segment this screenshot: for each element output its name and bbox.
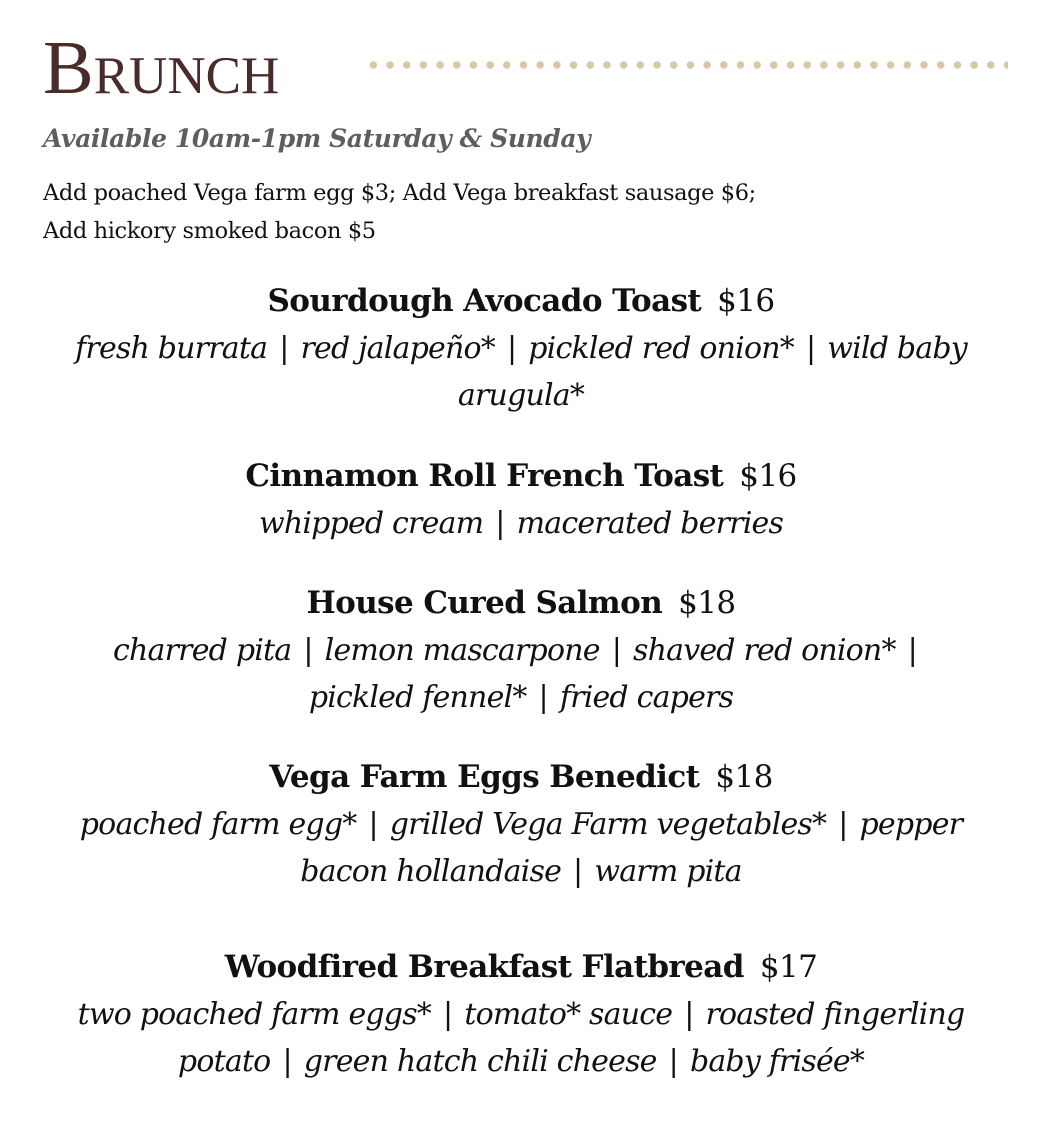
ingredient: bacon hollandaise: [300, 854, 562, 889]
ingredient: green hatch chili cheese: [303, 1044, 657, 1079]
menu-item-house-cured-salmon: [40, 579, 1002, 721]
menu-item-name: Sourdough Avocado Toast: [267, 283, 702, 319]
menu-item-sourdough-avocado-toast: [40, 277, 1002, 419]
separator: |: [443, 997, 453, 1032]
separator: |: [611, 633, 621, 668]
ingredient: pickled fennel*: [308, 680, 527, 715]
separator: |: [279, 331, 289, 366]
description-line: [40, 372, 1002, 419]
separator: |: [368, 807, 378, 842]
addons-line: Add hickory smoked bacon $5: [43, 218, 376, 244]
menu-item-heading: [40, 943, 1002, 991]
separator: |: [907, 633, 917, 668]
ingredient: poached farm egg*: [79, 807, 357, 842]
description-line: [40, 801, 1002, 848]
ingredient: tomato* sauce: [464, 997, 673, 1032]
description-line: [40, 627, 1002, 674]
menu-item-heading: [40, 753, 1002, 801]
ingredient: fresh burrata: [75, 331, 268, 366]
ingredient: red jalapeño*: [300, 331, 495, 366]
separator: |: [506, 331, 517, 366]
separator: |: [668, 1044, 678, 1079]
menu-item-name: Cinnamon Roll French Toast: [245, 458, 724, 494]
ingredient: arugula*: [457, 378, 585, 413]
ingredient: macerated berries: [516, 506, 784, 541]
menu-item-vega-farm-eggs-benedict: [40, 753, 1002, 895]
menu-item-price: $18: [715, 759, 773, 795]
addons-note: [43, 174, 1003, 250]
availability-note: Available 10am-1pm Saturday & Sunday: [43, 124, 591, 153]
description-line: [40, 674, 1002, 721]
description-line: [40, 991, 1002, 1038]
ingredient: grilled Vega Farm vegetables*: [389, 807, 827, 842]
ingredient: roasted fingerling: [705, 997, 965, 1032]
separator: |: [538, 680, 548, 715]
ingredient: lemon mascarpone: [324, 633, 600, 668]
separator: |: [684, 997, 694, 1032]
ingredient: warm pita: [594, 854, 742, 889]
ingredient: whipped cream: [258, 506, 484, 541]
description-line: [40, 848, 1002, 895]
addons-line: Add poached Vega farm egg $3; Add Vega breakfast sausage $6;: [43, 180, 756, 206]
menu-item-description: [40, 325, 1002, 419]
separator: |: [303, 633, 313, 668]
description-line: [40, 1038, 1002, 1085]
ingredient: wild baby: [827, 331, 967, 366]
menu-item-heading: [40, 452, 1002, 500]
description-line: [40, 325, 1002, 372]
separator: |: [282, 1044, 292, 1079]
menu-item-heading: [40, 579, 1002, 627]
menu-item-name: Vega Farm Eggs Benedict: [269, 759, 700, 795]
menu-item-description: [40, 500, 1002, 547]
menu-item-heading: [40, 277, 1002, 325]
menu-item-description: [40, 991, 1002, 1085]
menu-item-name: Woodfired Breakfast Flatbread: [224, 949, 744, 985]
menu-item-price: $16: [717, 283, 775, 319]
ingredient: fried capers: [559, 680, 734, 715]
menu-item-cinnamon-roll-french-toast: [40, 452, 1002, 547]
menu-item-price: $16: [739, 458, 797, 494]
separator: |: [495, 506, 505, 541]
description-line: [40, 500, 1002, 547]
menu-item-woodfired-breakfast-flatbread: [40, 943, 1002, 1085]
ingredient: shaved red onion*: [633, 633, 896, 668]
ingredient: pickled red onion*: [528, 331, 794, 366]
separator: |: [838, 807, 848, 842]
menu-item-description: [40, 627, 1002, 721]
menu-item-description: [40, 801, 1002, 895]
ingredient: baby frisée*: [689, 1044, 865, 1079]
ingredient: charred pita: [113, 633, 292, 668]
ingredient: potato: [177, 1044, 271, 1079]
menu-title: Brunch: [43, 26, 280, 110]
ingredient: two poached farm eggs*: [77, 997, 431, 1032]
ingredient: pepper: [859, 807, 963, 842]
dotted-divider: [365, 61, 1008, 69]
menu-item-price: $18: [678, 585, 736, 621]
menu-header: [43, 28, 1008, 108]
menu-item-price: $17: [759, 949, 818, 985]
menu-item-name: House Cured Salmon: [306, 585, 663, 621]
separator: |: [573, 854, 583, 889]
separator: |: [805, 331, 816, 366]
